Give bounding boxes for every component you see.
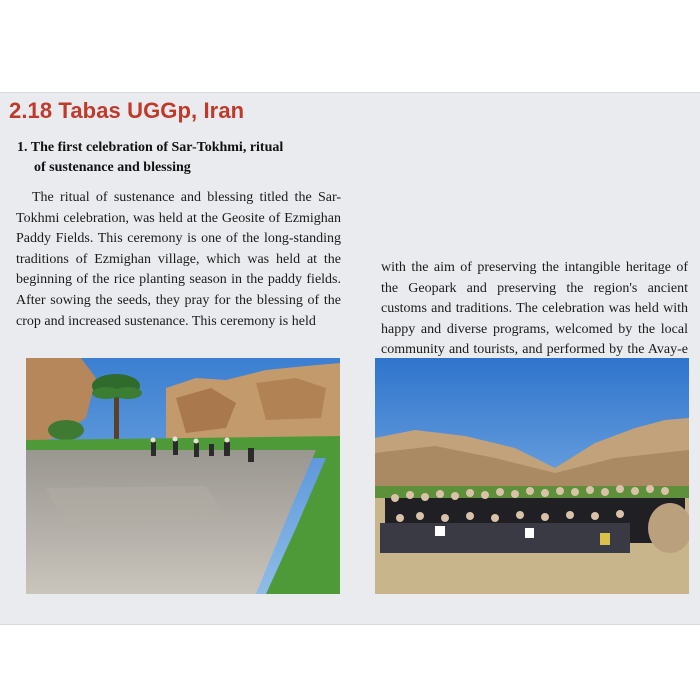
body-left-column: The ritual of sustenance and blessing titled the Sar-Tokhmi celebration, was held at the Geosite of Ezmighan Paddy Fields. This ceremony is one of the long-standing traditions of Ezmighan village, which was held at the beginning of the rice planting season in the paddy fields. After sowing the seeds, they pray for the blessing of the crop and increased sustenance. This ceremony is held — [16, 190, 341, 329]
subheading-line2: of sustenance and blessing — [34, 160, 191, 175]
subheading-number: 1. — [17, 140, 31, 155]
section-heading: 2.18 Tabas UGGp, Iran — [9, 98, 245, 123]
body-right-column: with the aim of preserving the intangible heritage of the Geopark and preserving the region's ancient customs and traditions. The celebration was held with happy and diverse programs, welcomed by the local community and tourists, and performed by the Avay-e — [381, 260, 688, 358]
paddy-field-photo — [26, 358, 340, 594]
group-photo — [375, 358, 689, 594]
subheading — [17, 138, 347, 178]
subheading-line1: The first celebration of Sar-Tokhmi, ritual — [30, 140, 284, 155]
